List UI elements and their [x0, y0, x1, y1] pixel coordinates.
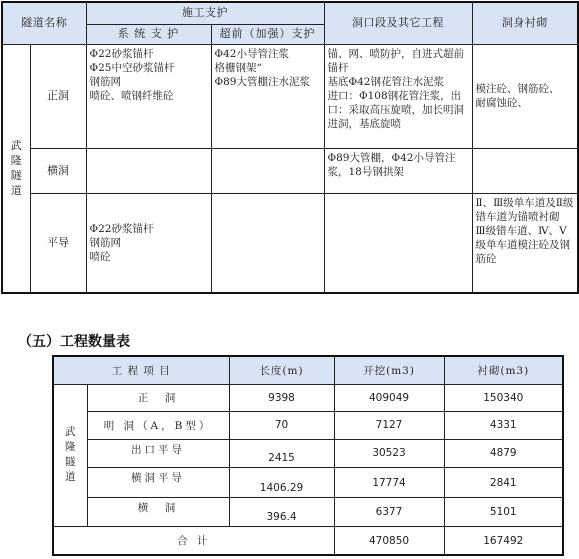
cell-portal-works: 锚、网、喷防护，自进式超前锚杆 基底Φ42钢花管注水泥浆 进口：Φ108钢花管注浆，出口：采取高压旋喷，加长明洞进洞，基底旋喷	[324, 44, 472, 148]
excavation-value: 6377	[334, 498, 444, 527]
cell-advance-support	[211, 148, 324, 193]
header-portal-works: 洞口段及其它工程	[324, 2, 472, 44]
lining-value: 2841	[444, 467, 563, 497]
length-value: 9398	[229, 384, 334, 411]
length-value: 70	[229, 411, 334, 439]
header-item: 工 程 项 目	[53, 356, 229, 384]
length-value: 396.4	[229, 498, 334, 527]
section-title: （五）工程数量表	[18, 334, 130, 350]
tunnel-name-char: 武	[65, 426, 76, 439]
tunnel-name-char: 道	[65, 471, 76, 484]
cell-system-support: Φ22砂浆锚杆 Φ25中空砂浆锚杆 钢筋网 喷砼、喷钢纤维砼	[86, 44, 211, 148]
cell-advance-support: Φ42小导管注浆 格栅钢架“ Φ89大管棚注水泥浆	[211, 44, 324, 148]
excavation-value: 30523	[334, 439, 444, 467]
item-name: 正 洞	[87, 384, 229, 411]
lining-value: 150340	[444, 384, 563, 411]
cell-lining	[472, 148, 578, 193]
header-tunnel-lining: 洞身衬砌	[472, 2, 578, 44]
item-name: 出口平导	[87, 439, 229, 467]
cell-portal-works: Φ89大管棚，Φ42小导管注浆，18号钢拱架	[324, 148, 472, 193]
tunnel-name-char: 武	[10, 139, 22, 153]
cell-system-support: Φ22砂浆锚杆 钢筋网 喷砼	[86, 193, 211, 293]
header-advance-support: 超前（加强）支护	[211, 24, 324, 44]
lining-value: 4879	[444, 439, 563, 467]
header-lining: 衬砌(m3)	[444, 356, 563, 384]
total-lining: 167492	[444, 527, 563, 555]
length-value: 1406.29	[229, 467, 334, 497]
header-system-support: 系 统 支 护	[86, 24, 211, 44]
tunnel-name-char: 隆	[10, 154, 22, 168]
excavation-value: 7127	[334, 411, 444, 439]
cell-advance-support	[211, 193, 324, 293]
row-label-main-tunnel: 正洞	[30, 44, 86, 148]
header-construction-support: 施工支护	[86, 2, 324, 24]
item-name: 横 洞	[87, 498, 229, 527]
total-excavation: 470850	[334, 527, 444, 555]
excavation-value: 409049	[334, 384, 444, 411]
header-excavation: 开挖(m3)	[334, 356, 444, 384]
cell-lining: 模注砼、钢筋砼、 耐腐蚀砼、	[472, 44, 578, 148]
row-label-parallel-pilot: 平导	[30, 193, 86, 293]
length-value: 2415	[229, 439, 334, 467]
cell-lining: Ⅱ、Ⅲ级单车道及Ⅱ级错车道为锚喷衬砌 Ⅲ级错车道、Ⅳ、Ⅴ级单车道模注砼及钢筋砼	[472, 193, 578, 293]
total-label: 合 计	[53, 527, 334, 555]
item-name: 横洞平导	[87, 467, 229, 497]
lining-value: 5101	[444, 498, 563, 527]
tunnel-name-vertical	[2, 44, 30, 293]
header-length: 长度(m)	[229, 356, 334, 384]
cell-system-support	[86, 148, 211, 193]
cell-portal-works	[324, 193, 472, 293]
excavation-value: 17774	[334, 467, 444, 497]
item-name: 明 洞（A，B型）	[87, 411, 229, 439]
header-tunnel-name: 隧道名称	[2, 2, 86, 44]
tunnel-name-char: 道	[10, 184, 22, 198]
tunnel-name-vertical	[53, 384, 87, 527]
row-label-cross-tunnel: 横洞	[30, 148, 86, 193]
lining-value: 4331	[444, 411, 563, 439]
tunnel-name-char: 隧	[65, 456, 76, 469]
tunnel-name-char: 隧	[10, 169, 22, 183]
quantity-table	[52, 355, 564, 556]
support-table	[1, 1, 579, 294]
tunnel-name-char: 隆	[65, 441, 76, 454]
